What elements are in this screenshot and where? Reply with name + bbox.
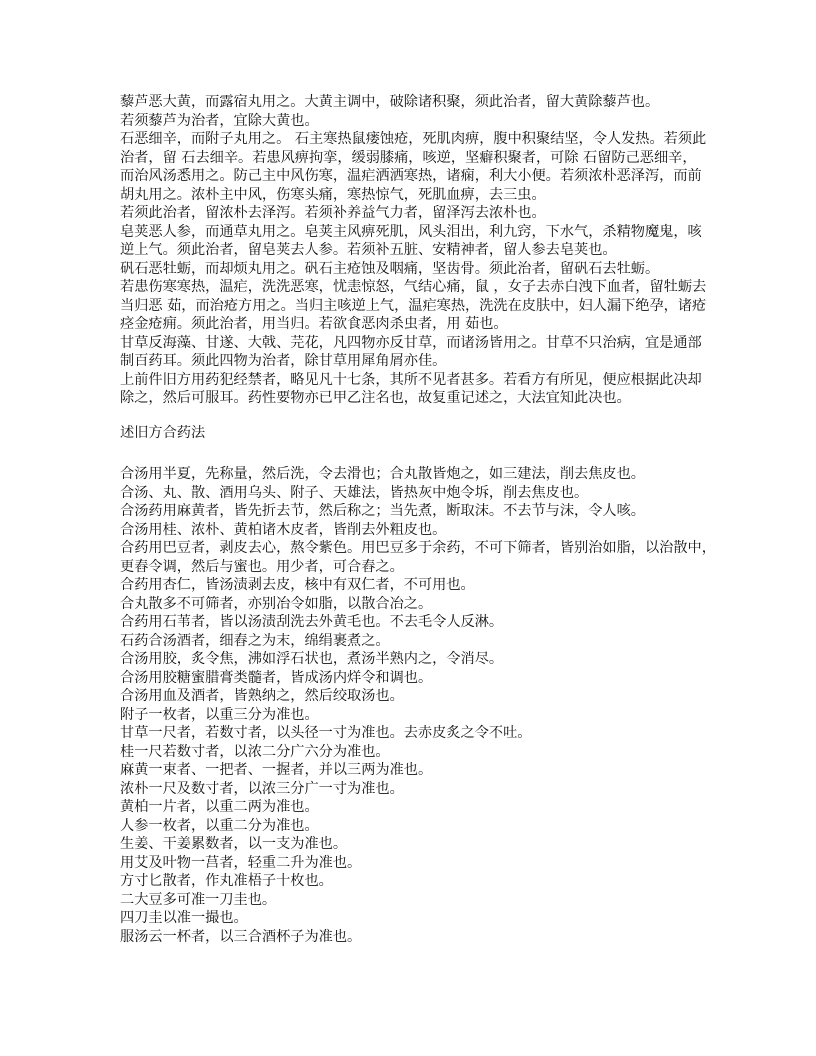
text-line: 石恶细辛，而附子丸用之。 石主寒热鼠瘘蚀疮，死肌肉痹，腹中积聚结坚，令人发热。若须此 xyxy=(120,131,707,147)
text-line: 四刀圭以准一撮也。 xyxy=(120,910,248,926)
text-line: 方寸匕散者，作丸准梧子十枚也。 xyxy=(120,873,333,889)
text-line: 若患伤寒寒热，温疟，洗洗恶寒，忧恚惊怒，气结心痛，鼠 ，女子去赤白洩下血者，留牡蛎去 xyxy=(120,279,707,295)
text-line: 当归恶 茹，而治疮方用之。当归主咳逆上气，温疟寒热，洗洗在皮肤中，妇人漏下绝孕，诸疮 xyxy=(120,297,707,314)
paragraph xyxy=(120,465,740,484)
text-line: 合药用杏仁，皆汤渍剥去皮，核中有双仁者，不可用也。 xyxy=(120,577,475,593)
text-line: 合汤用血及酒者，皆熟纳之，然后绞取汤也。 xyxy=(120,688,404,704)
paragraph xyxy=(120,260,740,279)
section-drug-incompatibilities xyxy=(120,93,740,408)
text-line: 若须藜芦为治者，宜除大黄也。 xyxy=(120,112,319,129)
text-line: 桂一尺若数寸者，以浓二分广六分为准也。 xyxy=(120,743,390,760)
paragraph xyxy=(120,371,740,408)
paragraph xyxy=(120,112,740,131)
text-line: 甘草反海藻、甘遂、大戟、芫花，凡四物亦反甘草，而诸汤皆用之。甘草不只治病，宜是通部 xyxy=(120,334,702,351)
paragraph xyxy=(120,613,740,632)
paragraph xyxy=(120,817,740,836)
text-line: 合汤药用麻黄者，皆先折去节，然后称之；当先煮，断取沫。不去节与沫，令人咳。 xyxy=(120,503,645,519)
paragraph xyxy=(120,909,740,928)
text-line: 合药用石苇者，皆以汤渍刮洗去外黄毛也。不去毛令人反淋。 xyxy=(120,614,504,630)
text-line: 二大豆多可准一刀圭也。 xyxy=(120,891,277,908)
text-line: 若须此治者，留浓朴去泽泻。若须补养益气力者，留泽泻去浓朴也。 xyxy=(120,205,546,221)
text-line: 而治风汤悉用之。防己主中风伤寒，温疟洒洒寒热，诸痫，利大小便。若须浓朴恶泽泻，而前 xyxy=(120,168,702,184)
text-line: 合汤用半夏，先称量，然后洗，令去滑也；合丸散皆炮之，如三建法，削去焦皮也。 xyxy=(120,466,645,482)
text-line: 除之，然后可服耳。药性要物亦已甲乙注名也，故复重记述之，大法宜知此决也。 xyxy=(120,390,631,406)
paragraph xyxy=(120,743,740,762)
text-line: 合汤用胶糖蜜腊膏类髓者，皆成汤内烊令和调也。 xyxy=(120,669,433,686)
paragraph xyxy=(120,632,740,651)
text-line: 黄柏一片者，以重二两为准也。 xyxy=(120,799,319,815)
text-line: 生姜、干姜累数者，以一支为准也。 xyxy=(120,836,348,852)
paragraph xyxy=(120,780,740,799)
paragraph xyxy=(120,669,740,688)
paragraph xyxy=(120,334,740,371)
paragraph xyxy=(120,854,740,873)
text-line: 胡丸用之。浓朴主中风，伤寒头痛，寒热惊气，死肌血痹，去三虫。 xyxy=(120,186,546,203)
text-line: 麻黄一束者、一把者、一握者，并以三两为准也。 xyxy=(120,762,433,778)
section-heading: 述旧方合药法 xyxy=(120,425,206,441)
text-line: 甘草一尺者，若数寸者，以头径一寸为准也。去赤皮炙之令不吐。 xyxy=(120,725,532,741)
paragraph xyxy=(120,502,740,521)
text-line: 更舂令调，然后与蜜也。用少者，可合舂之。 xyxy=(120,558,404,575)
text-line: 合丸散多不可筛者，亦别冶令如脂，以散合冶之。 xyxy=(120,595,433,612)
paragraph xyxy=(120,872,740,891)
text-line: 石药合汤酒者，细舂之为末，绵绢裹煮之。 xyxy=(120,632,390,649)
paragraph xyxy=(120,223,740,260)
text-line: 人参一枚者，以重二分为准也。 xyxy=(120,817,319,834)
paragraph xyxy=(120,650,740,669)
paragraph xyxy=(120,761,740,780)
paragraph xyxy=(120,724,740,743)
text-line: 上前件旧方用药犯经禁者，略见凡十七条，其所不见者甚多。若看方有所见，便应根据此决却 xyxy=(120,371,702,388)
paragraph xyxy=(120,576,740,595)
paragraph xyxy=(120,687,740,706)
text-line: 附子一枚者，以重三分为准也。 xyxy=(120,706,319,723)
paragraph xyxy=(120,484,740,503)
text-line: 浓朴一尺及数寸者，以浓三分广一寸为准也。 xyxy=(120,780,404,797)
paragraph xyxy=(120,891,740,910)
paragraph xyxy=(120,93,740,112)
paragraph xyxy=(120,130,740,204)
text-line: 藜芦恶大黄，而露宿丸用之。大黄主调中，破除诸积聚，须此治者，留大黄除藜芦也。 xyxy=(120,94,660,110)
text-line: 矾石恶牡蛎，而却烦丸用之。矾石主疮蚀及咽痛，坚齿骨。须此治者，留矾石去牡蛎。 xyxy=(120,260,660,277)
paragraph xyxy=(120,835,740,854)
text-line: 合汤用桂、浓朴、黄柏诸木皮者，皆削去外粗皮也。 xyxy=(120,521,447,538)
paragraph xyxy=(120,706,740,725)
paragraph xyxy=(120,539,740,576)
text-line: 服汤云一杯者，以三合酒杯子为准也。 xyxy=(120,928,362,945)
text-line: 逆上气。须此治者，留皂荚去人参。若须补五脏、安精神者，留人参去皂荚也。 xyxy=(120,242,617,258)
paragraph xyxy=(120,928,740,947)
section-compounding-methods xyxy=(120,465,740,946)
text-line: 制百药耳。须此四物为治者，除甘草用犀角屑亦佳。 xyxy=(120,353,447,369)
text-line: 合药用巴豆者，剥皮去心，熬令紫色。用巴豆多于余药，不可下筛者，皆别治如脂，以治散中， xyxy=(120,540,716,556)
paragraph xyxy=(120,521,740,540)
paragraph xyxy=(120,204,740,223)
text-line: 痉金疮痈。须此治者，用当归。若欲食恶肉杀虫者，用 茹也。 xyxy=(120,316,508,332)
paragraph xyxy=(120,595,740,614)
text-line: 治者，留 石去细辛。若患风痹拘挛，缓弱膝痛，咳逆，坚癖积聚者，可除 石留防己恶细辛， xyxy=(120,149,697,166)
paragraph xyxy=(120,278,740,334)
paragraph xyxy=(120,798,740,817)
text-line: 合汤、丸、散、酒用乌头、附子、天雄法，皆热灰中炮令坼，削去焦皮也。 xyxy=(120,484,589,501)
text-line: 皂荚恶人参，而通草丸用之。皂荚主风痹死肌，风头泪出，利九窍，下水气，杀精物魔鬼，咳 xyxy=(120,223,702,240)
text-line: 合汤用胶，炙令焦，沸如浮石状也，煮汤半熟内之，令消尽。 xyxy=(120,651,504,667)
text-line: 用艾及叶物一莒者，轻重二升为准也。 xyxy=(120,854,362,871)
